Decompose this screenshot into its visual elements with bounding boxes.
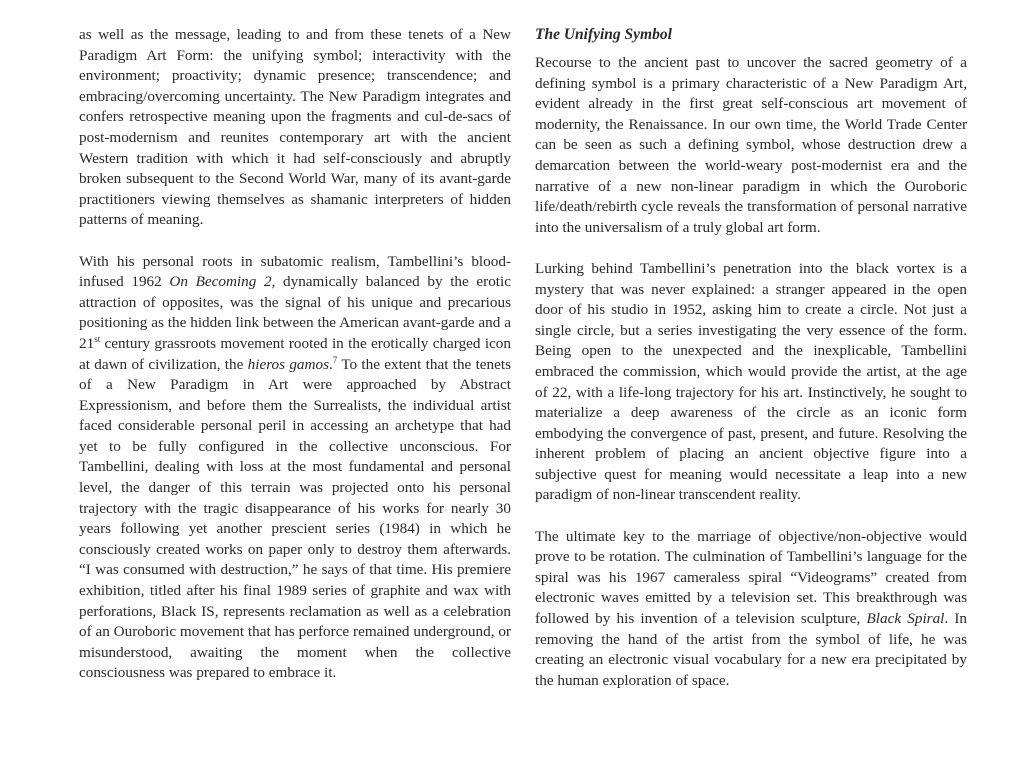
artwork-title-black-spiral: Black Spiral xyxy=(866,610,945,628)
paragraph-tambellini-roots xyxy=(79,252,511,684)
text-segment: . In removing the hand of the artist from the symbol of life, he was creating an electronic visual vocabulary for a new era precipitated by the human exploration of space. xyxy=(535,610,968,689)
ordinal-suffix: st xyxy=(94,333,101,344)
paragraph-lurking-mystery: Lurking behind Tambellini’s penetration into the black vortex is a mystery that was never explained: a stranger appeared in the open door of his studio in 1952, asking him to create a circle. Not just a single circle, but a series investigating the very essence of the form. Being open to the unexpected and the inexplicable, Tambellini embraced the commission, which would provide the artist, at the age of 22, with a life-long trajectory for his art. Instinctively, he sought to materialize a deep awareness of the circle as an iconic form embodying the convergence of past, present, and future. Resolving the inherent problem of placing an ancient objective figure into a subjective quest for meaning would necessitate a leap into a new paradigm of non-linear transcendent reality. xyxy=(535,259,967,504)
right-column xyxy=(535,25,967,691)
text-segment: . xyxy=(329,355,333,373)
term-hieros-gamos: hieros gamos xyxy=(247,355,329,373)
text-segment: With his personal roots in subatomic realism, Tambellini’s blood-infused 1962 xyxy=(79,252,511,291)
text-segment: , dynamically balanced by the erotic attraction of opposites, was the signal of his unique and precarious positioning as the hidden link between the American avant-garde and a 21 xyxy=(79,273,511,352)
text-segment: To the extent that the tenets of a New Paradigm in Art were approached by Abstract Expressionism, and before them the Surrealists, the individual artist faced considerable personal peril in accessing an archetype that had yet to be fully configured in the collective unconscious. For Tambellini, dealing with loss at the most fundamental and personal level, the danger of this terrain was projected onto his personal trajectory with the tragic disappearance of his works for nearly 30 years following yet another prescient series (1984) in which he consciously created works on paper only to destroy them afterwards. “I was consumed with destruction,” he says of that time. His premiere exhibition, titled after his final 1989 series of graphite and wax with perforations, Black IS, represents reclamation as well as a celebration of an Ouroboric movement that has perforce remained underground, or misunderstood, awaiting the moment when the collective consciousness was prepared to embrace it. xyxy=(79,355,511,682)
paragraph-recourse-ancient-past: Recourse to the ancient past to uncover the sacred geometry of a defining symbol is a primary characteristic of a New Paradigm Art, evident already in the first great self-conscious art movement of modernity, the Renaissance. In our own time, the World Trade Center can be seen as such a defining symbol, whose destruction drew a demarcation between the world-weary post-modernist era and the narrative of a new non-linear paradigm in which the Ouroboric life/death/rebirth cycle reveals the transformation of personal narrative into the universalism of a truly global art form. xyxy=(535,54,967,236)
text-segment: The ultimate key to the marriage of objective/non-objective would prove to be rotation. The culmination of Tambellini’s language for the spiral was his 1967 cameraless spiral “Videograms” created from electronic waves emitted by a television set. This breakthrough was followed by his invention of a television sculpture, xyxy=(535,527,967,628)
section-heading: The Unifying Symbol xyxy=(535,26,672,43)
paragraph-paradigm-tenets: as well as the message, leading to and from these tenets of a New Paradigm Art Form: the unifying symbol; interactivity with the environment; proactivity; dynamic presence; transcendence; and embracing/overcoming uncertainty. The New Paradigm integrates and confers retrospective meaning upon the fragments and cul-de-sacs of post-modernism and reunites contemporary art with the ancient Western tradition with which it had self-consciously and abruptly broken subsequent to the Second World War, many of its avant-garde practitioners viewing themselves as shamanic interpreters of hidden patterns of meaning. xyxy=(79,26,511,229)
footnote-reference[interactable]: 7 xyxy=(332,354,338,365)
left-column xyxy=(79,25,511,684)
paragraph-rotation-key xyxy=(535,527,967,692)
artwork-title-on-becoming-2: On Becoming 2 xyxy=(169,273,272,291)
text-segment: century grassroots movement rooted in the erotically charged icon at dawn of civilization, the xyxy=(79,334,511,373)
